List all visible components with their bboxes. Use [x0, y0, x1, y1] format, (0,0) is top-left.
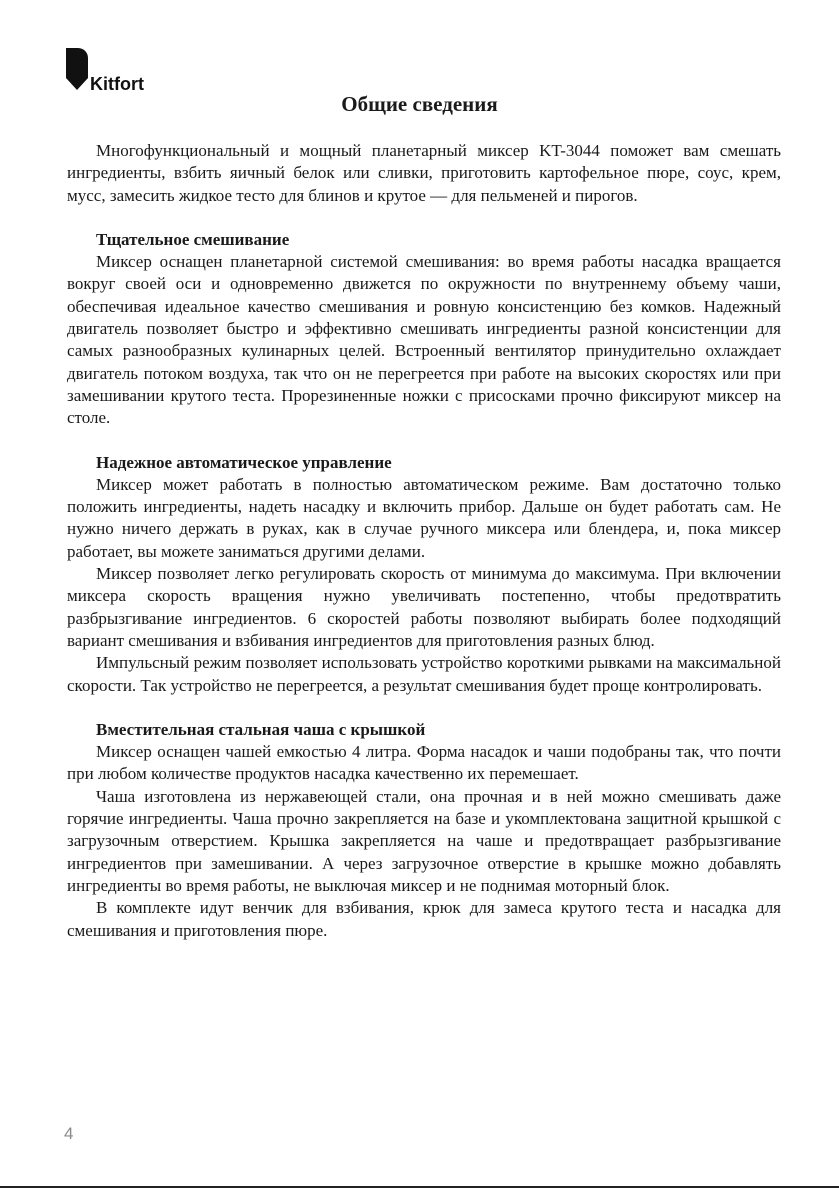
- body-paragraph: Миксер позволяет легко регулировать скорость от минимума до максимума. При включении миксера скорость вращения нужно увеличивать постепенно, чтобы предотвратить разбрызгивание ингредиентов. 6 скоростей работы позволяют выбирать более подходящий вариант смешивания и взбивания ингредиентов для приготовления разных блюд.: [67, 564, 781, 650]
- body-paragraph: Миксер оснащен чашей емкостью 4 литра. Форма насадок и чаши подобраны так, что почти при любом количестве продуктов насадка качественно их перемешает.: [67, 742, 781, 784]
- section-heading: Надежное автоматическое управление: [96, 452, 392, 472]
- body-paragraph: В комплекте идут венчик для взбивания, крюк для замеса крутого теста и насадка для смешивания и приготовления пюре.: [67, 898, 781, 940]
- kitfort-logo-icon: [66, 48, 88, 94]
- document-body: [67, 140, 781, 942]
- section-heading: Тщательное смешивание: [96, 229, 290, 249]
- body-paragraph: Чаша изготовлена из нержавеющей стали, она прочная и в ней можно смешивать даже горячие ингредиенты. Чаша прочно закрепляется на базе и укомплектована защитной крышкой с загрузочным отверстием. Крышка закрепляется на чаше и предотвращает разбрызгивание ингредиентов при замешивании. А через загрузочное отверстие в крышке можно добавлять ингредиенты во время работы, не выключая миксер и не поднимая моторный блок.: [67, 786, 781, 895]
- body-paragraph: Миксер оснащен планетарной системой смешивания: во время работы насадка вращается вокруг своей оси и одновременно движется по окружности по внутреннему объему чаши, обеспечивая идеальное качество смешивания и ровную консистенцию без комков. Надежный двигатель позволяет быстро и эффективно смешивать ингредиенты разной консистенции для самых разнообразных кулинарных целей. Встроенный вентилятор принудительно охлаждает двигатель потоком воздуха, так что он не перегреется при работе на высоких скоростях или при замешивании крутого теста. Прорезиненные ножки с присосками прочно фиксируют миксер на столе.: [67, 252, 781, 428]
- brand-logo: [66, 48, 176, 98]
- intro-paragraph: Многофункциональный и мощный планетарный миксер KT-3044 поможет вам смешать ингредиенты, взбить яичный белок или сливки, приготовить картофельное пюре, соус, крем, мусс, замесить жидкое тесто для блинов и крутое — для пельменей и пирогов.: [67, 141, 781, 205]
- section-heading: Вместительная стальная чаша с крышкой: [96, 719, 426, 739]
- page-title: Общие сведения: [341, 92, 498, 116]
- body-paragraph: Миксер может работать в полностью автоматическом режиме. Вам достаточно только положить ингредиенты, надеть насадку и включить прибор. Дальше он будет работать сам. Не нужно ничего держать в руках, как в случае ручного миксера или блендера, и, пока миксер работает, вы можете заниматься другими делами.: [67, 474, 781, 561]
- page-number: 4: [64, 1124, 74, 1143]
- bottom-divider: [0, 1186, 839, 1188]
- body-paragraph: Импульсный режим позволяет использовать устройство короткими рывками на максимальной скорости. Так устройство не перегреется, а результат смешивания будет проще контролировать.: [67, 653, 781, 695]
- brand-name: Kitfort: [90, 74, 144, 94]
